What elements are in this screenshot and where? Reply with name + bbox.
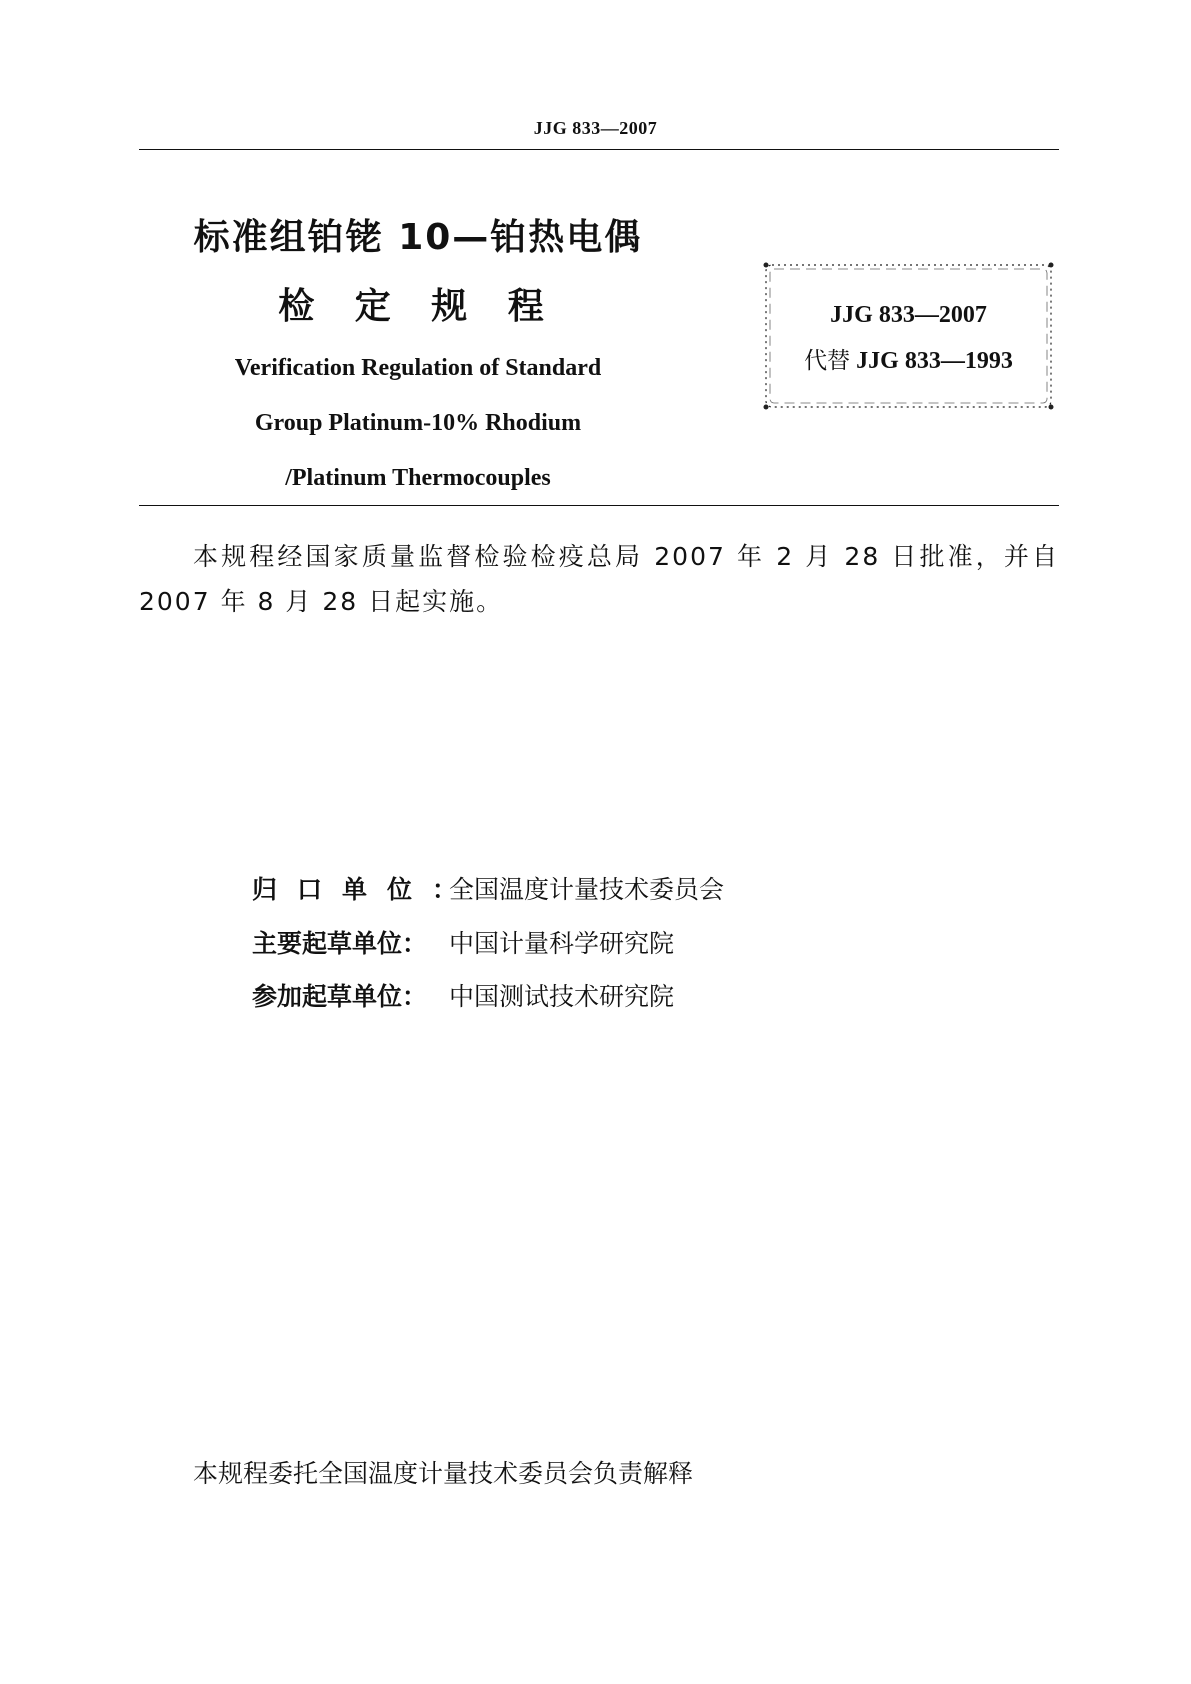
code-box-replaces bbox=[763, 342, 1054, 375]
header-standard-code: JJG 833—2007 bbox=[533, 118, 658, 138]
replaces-label: 代替 bbox=[804, 348, 851, 374]
title-english-line-2: Group Platinum-10% Rhodium bbox=[254, 410, 582, 436]
decorative-border bbox=[763, 262, 1054, 410]
header-rule bbox=[139, 149, 1059, 150]
participating-drafting-unit-value: 中国测试技术研究院 bbox=[449, 982, 675, 1011]
title-chinese-line-1: 标准组铂铑 10—铂热电偶 bbox=[193, 217, 643, 258]
replaces-code: JJG 833—1993 bbox=[856, 348, 1013, 374]
main-drafting-unit-label: 主要起草单位： bbox=[252, 929, 428, 958]
code-box-current-code: JJG 833—2007 bbox=[830, 302, 987, 328]
responsible-unit-row bbox=[252, 870, 724, 906]
title-chinese-line-2: 检 定 规 程 bbox=[278, 286, 558, 327]
title-english-line-1: Verification Regulation of Standard bbox=[234, 355, 602, 381]
approval-paragraph: 本规程经国家质量监督检验检疫总局 2007 年 2 月 28 日批准，并自2007 年 8 月 28 日起实施。 bbox=[139, 542, 1059, 616]
responsible-unit-value: 全国温度计量技术委员会 bbox=[449, 875, 725, 904]
title-section-rule bbox=[139, 505, 1059, 506]
standard-code-box bbox=[763, 262, 1054, 410]
participating-drafting-unit-row bbox=[252, 977, 674, 1013]
main-drafting-unit-value: 中国计量科学研究院 bbox=[449, 929, 675, 958]
title-english-line-3: /Platinum Thermocouples bbox=[285, 465, 551, 491]
interpretation-note: 本规程委托全国温度计量技术委员会负责解释 bbox=[193, 1459, 694, 1488]
participating-drafting-unit-label: 参加起草单位： bbox=[252, 982, 428, 1011]
main-drafting-unit-row bbox=[252, 924, 674, 960]
responsible-unit-label: 归口单位： bbox=[252, 875, 478, 904]
